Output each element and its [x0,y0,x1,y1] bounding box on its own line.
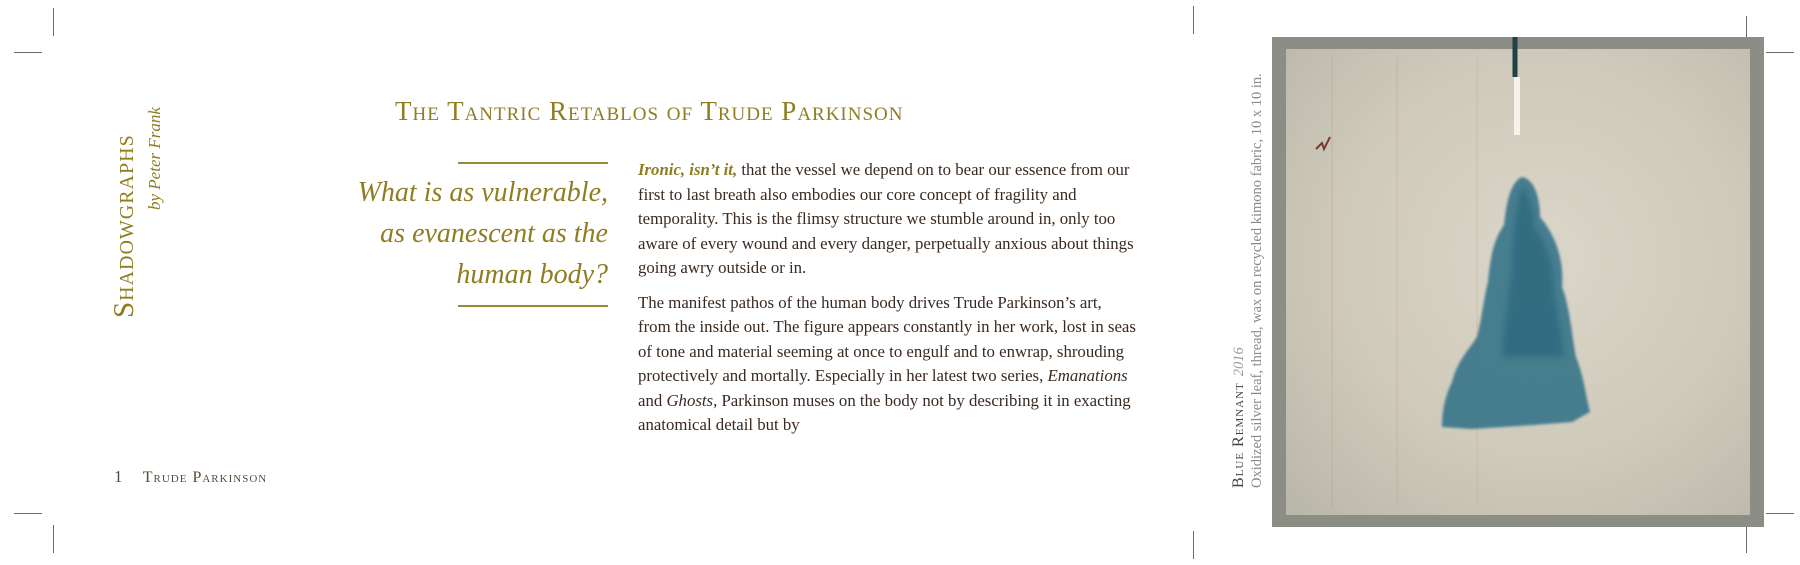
paragraph-1 [638,158,1138,281]
crop-mark [1193,6,1194,34]
folio [114,467,267,487]
pull-quote [330,162,608,307]
artwork-caption [1230,73,1266,488]
page-number: 1 [114,467,123,486]
crop-mark [14,52,42,53]
paragraph-1-text: that the vessel we depend on to bear our essence from our first to last breath also embodies our core concept of fragility and temporality. This is the flimsy structure we stumble around in, only too aware of every wound and every danger, perpetually anxious about things going awry outside or in. [638,160,1134,277]
crop-mark [1193,531,1194,559]
paragraph-2-and: and [638,390,667,410]
crop-mark [53,8,54,36]
artwork-image [1272,37,1764,527]
artwork-medium: Oxidized silver leaf, thread, wax on recycled kimono fabric, 10 x 10 in. [1249,73,1265,488]
artwork-year: 2016 [1231,347,1247,377]
paragraph-2-text-a: The manifest pathos of the human body drives Trude Parkinson’s art, from the inside out. The figure appears constantly in her work, lost in seas of tone and material seeming at once to engulf and to enwrap, shrouding protectively and mortally. Especially in her latest two series, [638,292,1136,385]
series-title [108,134,141,318]
crop-mark [1746,525,1747,553]
article-heading: The Tantric Retablos of Trude Parkinson [395,96,904,126]
crop-mark [14,513,42,514]
byline: by Peter Frank [145,107,164,210]
series-name-1: Emanations [1047,366,1128,385]
crop-mark [1766,513,1794,514]
artwork-figure [1272,37,1764,527]
paragraph-2-text-b: , Parkinson muses on the body not by describing it in exacting anatomical detail but by [638,390,1131,434]
series-name-2: Ghosts [666,390,714,410]
crop-mark [53,525,54,553]
pull-quote-rule-bottom [458,305,608,307]
paragraph-2 [638,291,1138,438]
artwork-title: Blue Remnant [1230,382,1247,488]
crop-mark [1766,52,1794,53]
lead-in: Ironic, isn’t it, [638,160,738,179]
article-body [638,158,1138,448]
series-title-text: Shadowgraphs [108,134,140,318]
folio-label: Trude Parkinson [142,469,268,486]
pull-quote-text: What is as vulnerable, as evanescent as the human body? [357,177,608,290]
pull-quote-rule-top [458,162,608,164]
